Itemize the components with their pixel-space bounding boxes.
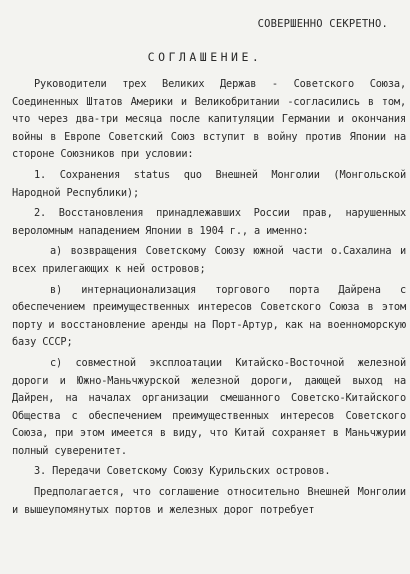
paragraph-condition-2b: в) интернационализация торгового порта Дайрена с обеспечением преимущественных интересов Советского Союза в этом порту и восстановление аренды на Порт-Артур, как на военноморскую базу СССР; [12, 283, 406, 349]
document-body [12, 76, 406, 519]
paragraph-condition-3: 3. Передачи Советскому Союзу Курильских островов. [34, 465, 331, 478]
paragraph-condition-2c: с) совместной эксплоатации Китайско-Восточной железной дороги и Южно-Маньчжурской железной дороги, дающей выход на Дайрен, на началах организации смешанного Советско-Китайского Общества с обеспечением преимущественных интересов Советского Союза, при этом имеется в виду, что Китай сохраняет в Маньчжурии полный суверенитет. [12, 356, 406, 457]
paragraph-condition-2a: а) возвращения Советскому Союзу южной части о.Сахалина и всех прилегающих к ней островов; [12, 245, 406, 275]
paragraph-condition-2: 2. Восстановления принадлежавших России прав, нарушенных вероломным нападением Японии в 1904 г., а именно: [12, 207, 406, 237]
paragraph-condition-1: 1. Сохранения status quo Внешней Монголии (Монгольской Народной Республики); [12, 168, 406, 199]
paragraph-intro: Руководители трех Великих Держав - Советского Союза, Соединенных Штатов Америки и Великобритании -согласились в том, что через два-три месяца после капитуляции Германии и окончания войны в Европе Советский Союз вступит в войну против Японии на стороне Союзников при условии: [12, 78, 406, 161]
paragraph-closing: Предполагается, что соглашение относительно Внешней Монголии и вышеупомянутых портов и железных дорог потребует [12, 486, 406, 516]
document-title: СОГЛАШЕНИЕ. [147, 50, 263, 64]
classification-stamp: СОВЕРШЕННО СЕКРЕТНО. [257, 18, 388, 30]
